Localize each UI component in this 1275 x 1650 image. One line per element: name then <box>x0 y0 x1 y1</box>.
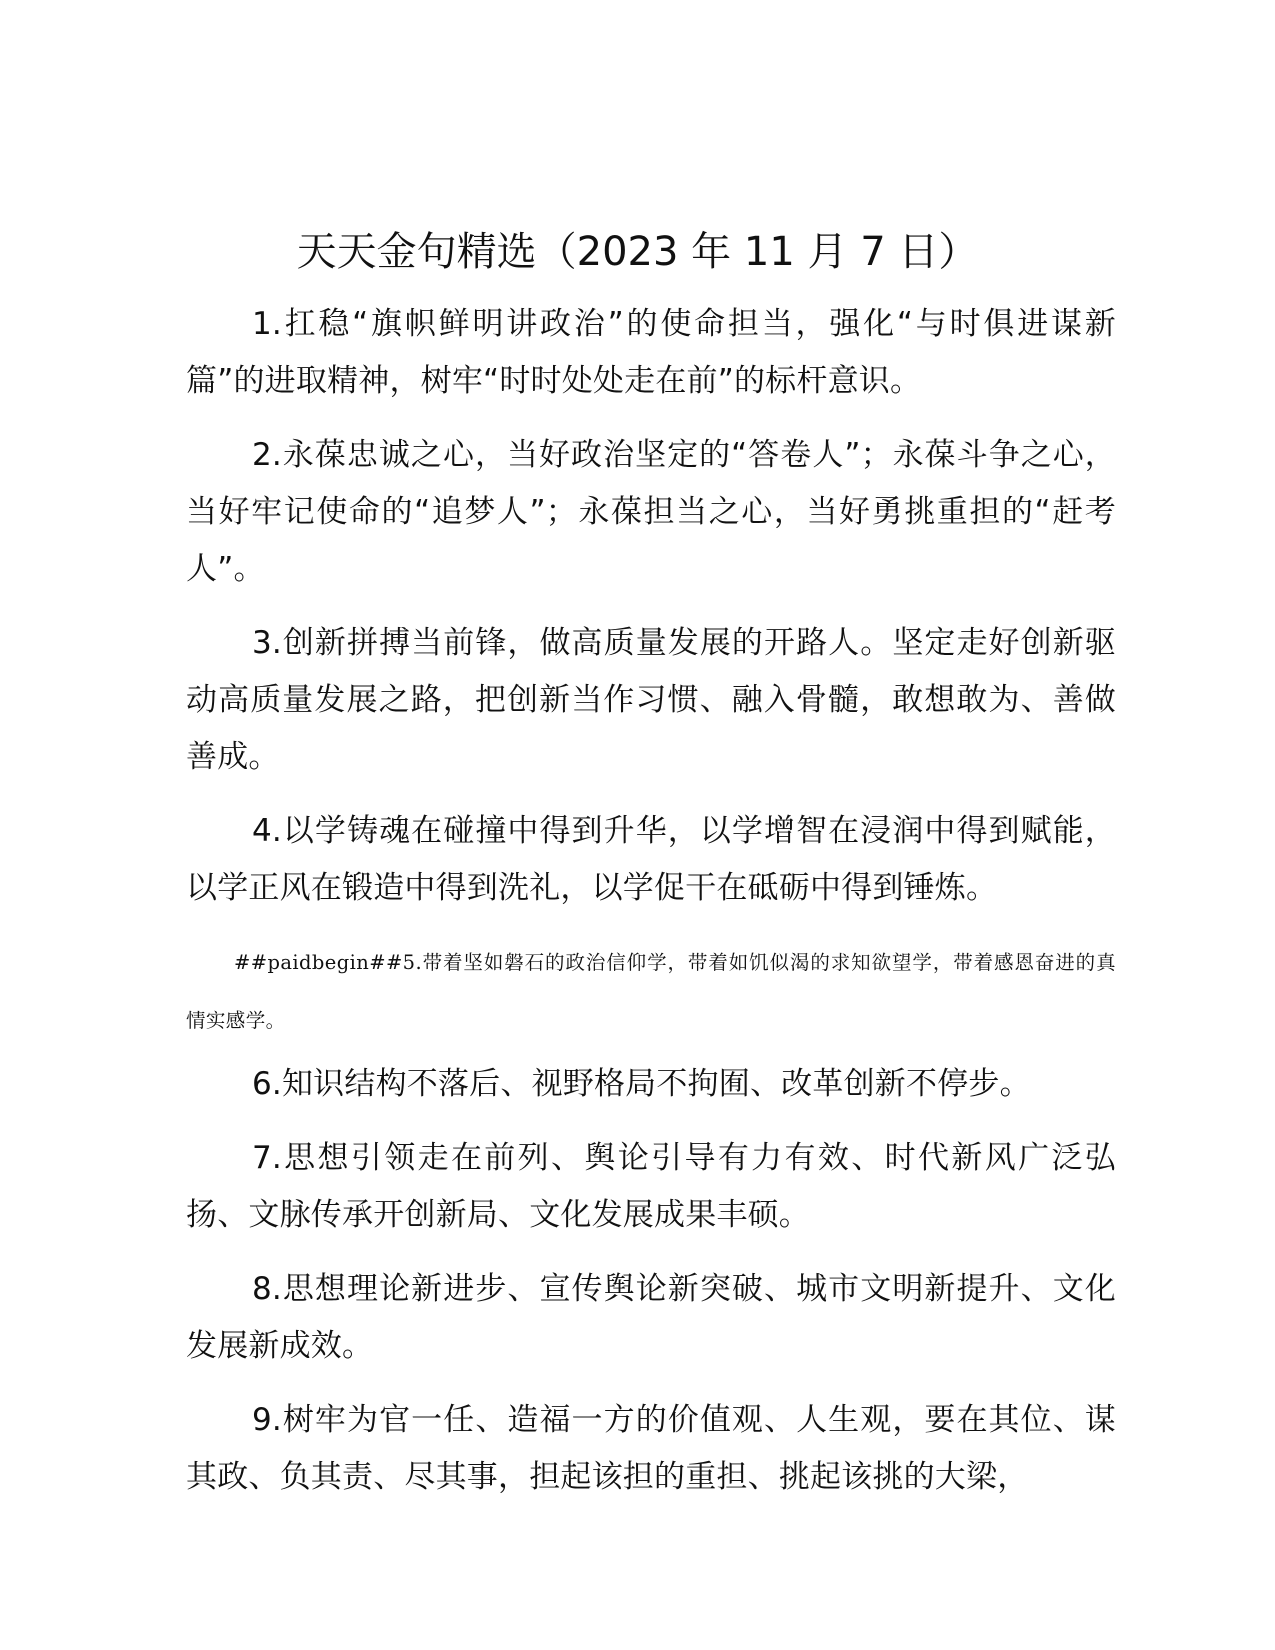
paragraph-1: 1.扛稳“旗帜鲜明讲政治”的使命担当，强化“与时俱进谋新篇”的进取精神，树牢“时时处处走在前”的标杆意识。 <box>186 306 1116 399</box>
paragraph-4: 4.以学铸魂在碰撞中得到升华，以学增智在浸润中得到赋能，以学正风在锻造中得到洗礼，以学促干在砥砺中得到锤炼。 <box>186 813 1116 906</box>
paragraph-8: 8.思想理论新进步、宣传舆论新突破、城市文明新提升、文化发展新成效。 <box>186 1271 1116 1364</box>
document-title: 天天金句精选（2023 年 11 月 7 日） <box>296 229 979 275</box>
paragraph-9: 9.树牢为官一任、造福一方的价值观、人生观，要在其位、谋其政、负其责、尽其事，担起该担的重担、挑起该挑的大梁， <box>186 1402 1116 1495</box>
document-body <box>186 296 1116 1523</box>
paragraph-5-paid-marker: ##paidbegin##5.带着坚如磐石的政治信仰学，带着如饥似渴的求知欲望学，带着感恩奋进的真情实感学。 <box>186 951 1116 1032</box>
paragraph-3: 3.创新拼搏当前锋，做高质量发展的开路人。坚定走好创新驱动高质量发展之路，把创新当作习惯、融入骨髓，敢想敢为、善做善成。 <box>186 625 1116 775</box>
paragraph-6: 6.知识结构不落后、视野格局不拘囿、改革创新不停步。 <box>252 1066 1031 1102</box>
paragraph-2: 2.永葆忠诚之心，当好政治坚定的“答卷人”；永葆斗争之心，当好牢记使命的“追梦人”；永葆担当之心，当好勇挑重担的“赶考人”。 <box>186 437 1116 587</box>
paragraph-7: 7.思想引领走在前列、舆论引导有力有效、时代新风广泛弘扬、文脉传承开创新局、文化发展成果丰硕。 <box>186 1140 1116 1233</box>
